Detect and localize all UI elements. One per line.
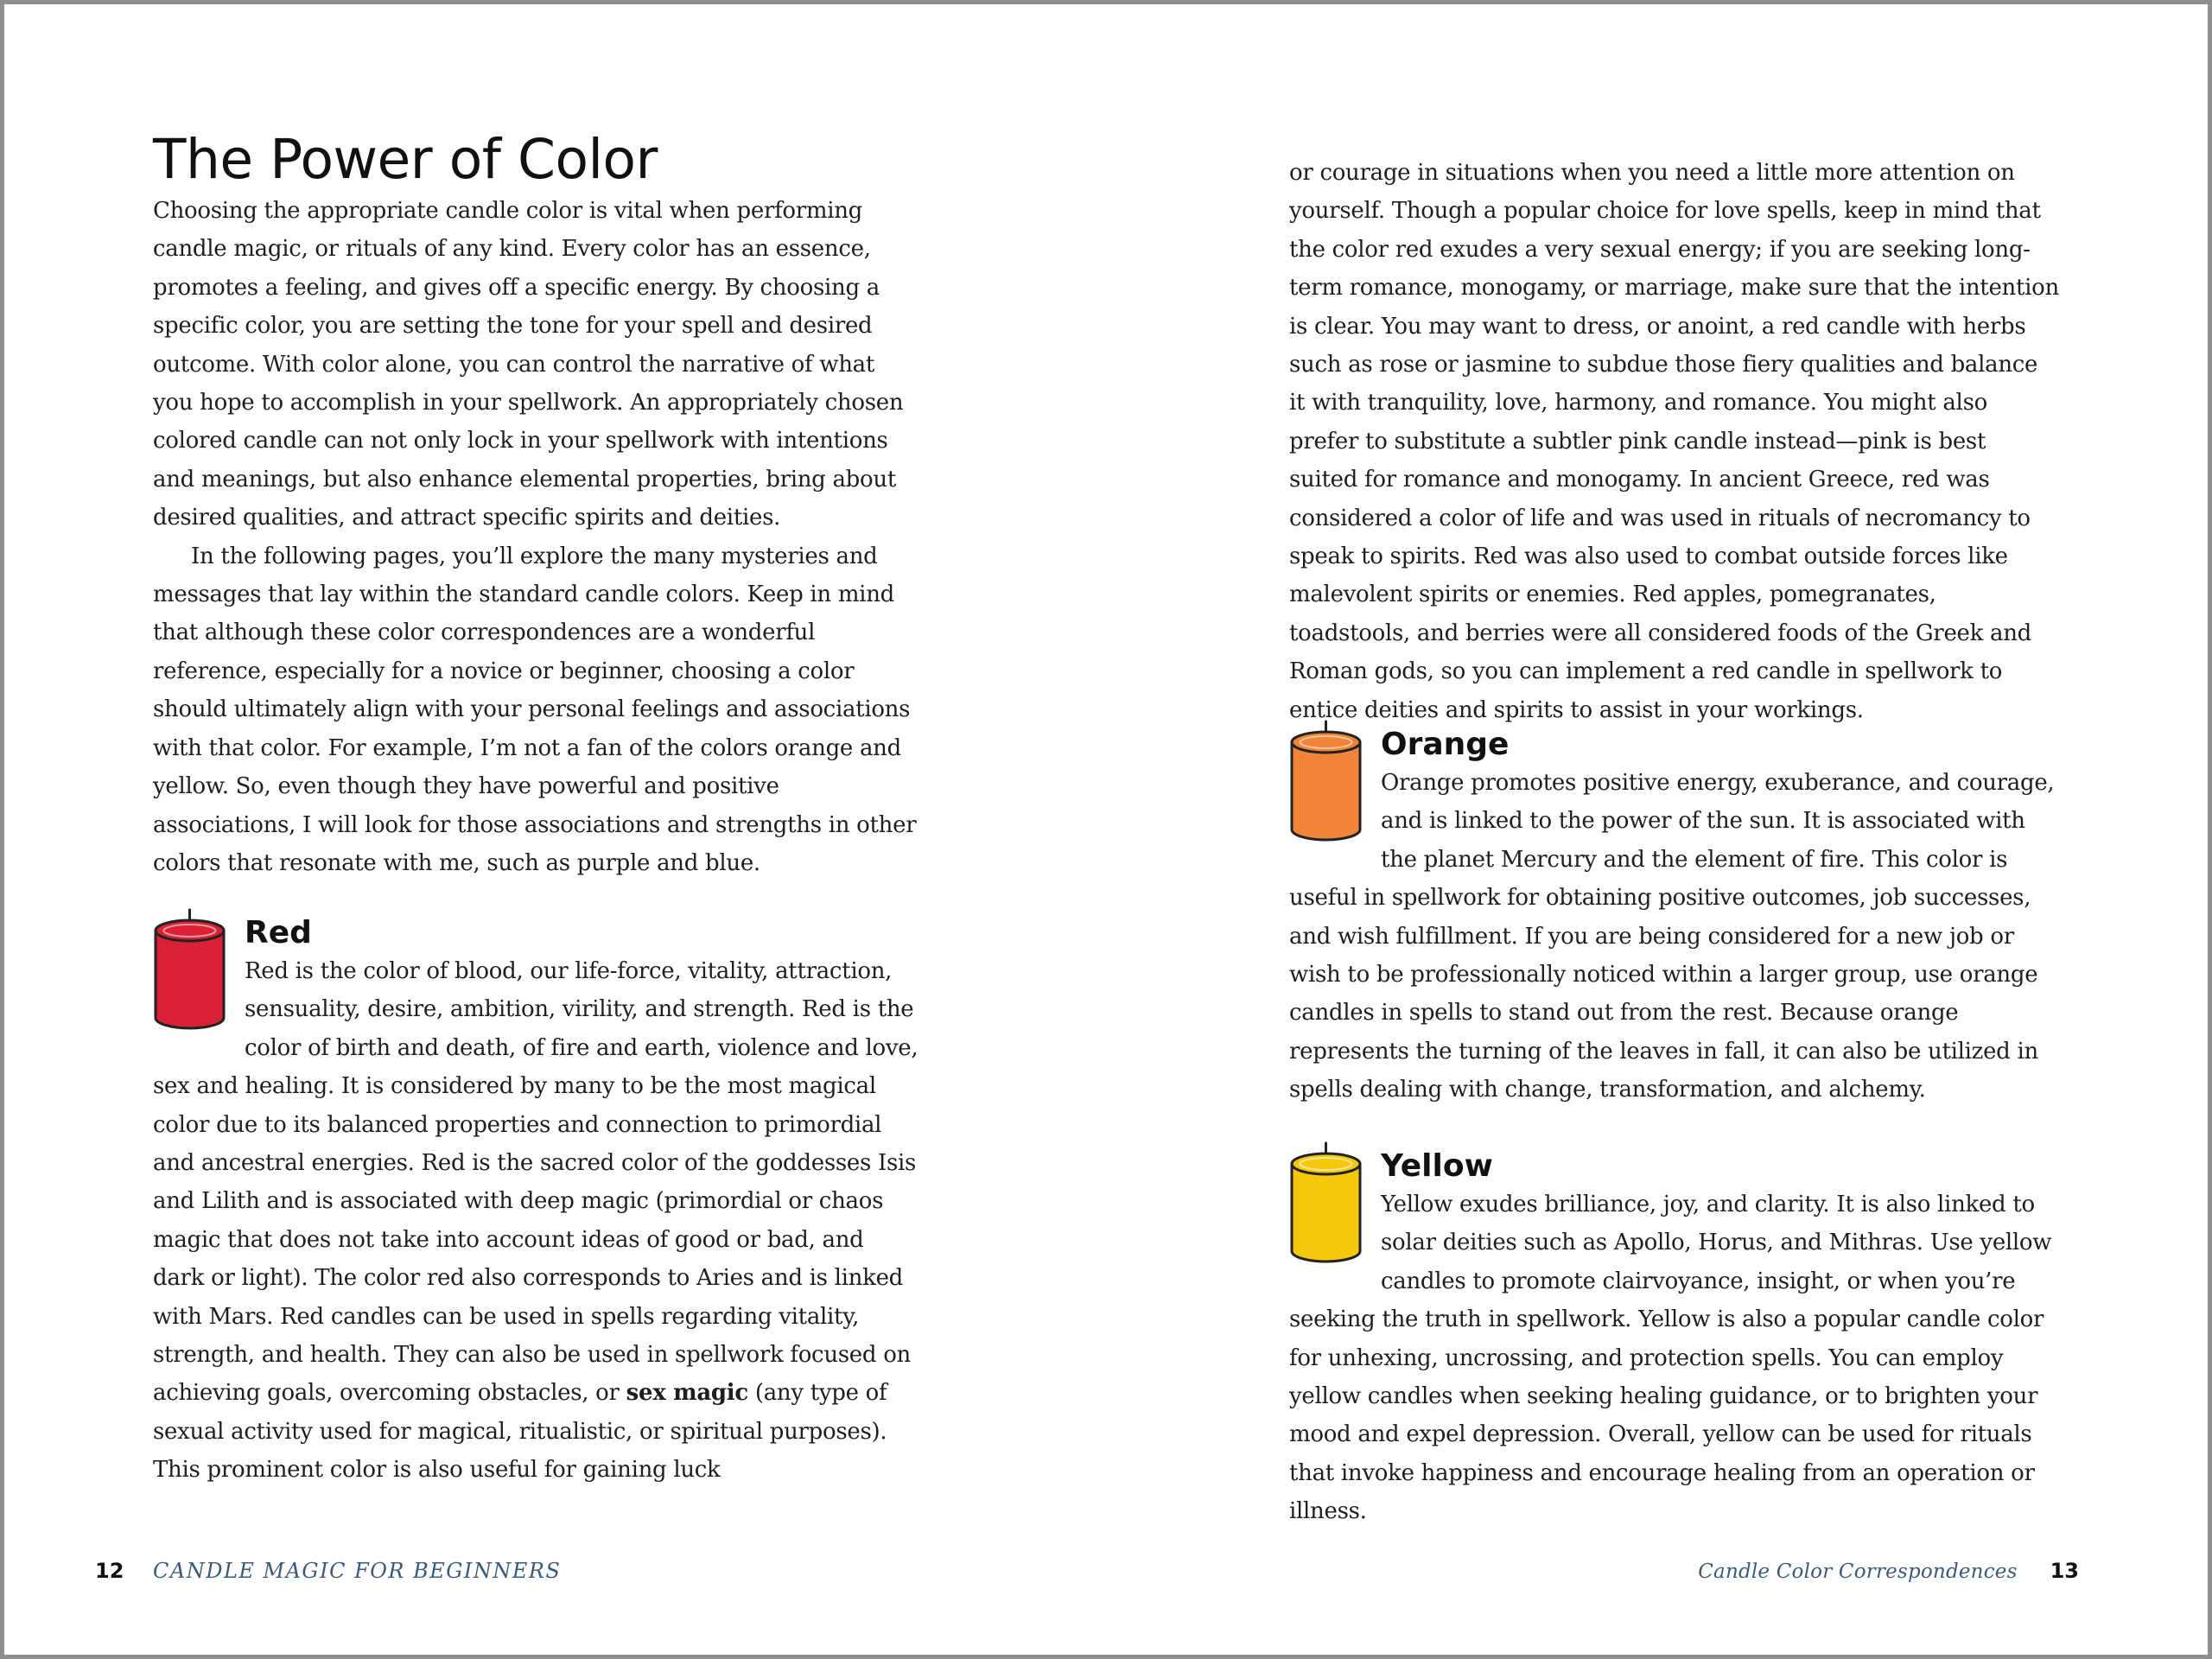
running-head-left: CANDLE MAGIC FOR BEGINNERS <box>153 1559 562 1583</box>
red-continued-text <box>1289 154 2060 729</box>
red-candle-icon <box>153 907 226 1035</box>
key-term: sex magic <box>626 1380 748 1407</box>
orange-candle-body <box>1292 742 1360 840</box>
intro-paragraph-1: Choosing the appropriate candle color is vital when performing candle magic, or rituals of any kind. Every color has an essence, promotes a feeling, and gives off a specific energy. By choosing a specific color, you are setting the tone for your spell and desired outcome. With color alone, you can control the narrative of what you hope to accomplish in your spellwork. An appropriately chosen colored candle can not only lock in your spellwork with intentions and meanings, but also enhance elemental properties, bring about desired qualities, and attract specific spirits and deities. <box>153 198 904 531</box>
right-page <box>1289 0 2060 1659</box>
section-heading-yellow: Yellow <box>1381 1148 1493 1184</box>
red-candle-body <box>156 931 224 1028</box>
yellow-candle-icon <box>1289 1141 1363 1268</box>
section-body-orange: Orange promotes positive energy, exuberance, and courage, and is linked to the power of the sun. It is associated with the planet Mercury and the element of fire. This color is useful in spellwork for obtaining positive outcomes, job successes, and wish fulfillment. If you are being considered for a new job or wish to be professionally noticed within a larger group, use orange candles in spells to stand out from the rest. Because orange represents the turning of the leaves in fall, it can also be utilized in spells dealing with change, transformation, and alchemy. <box>1289 770 2055 1103</box>
left-page <box>153 0 920 1659</box>
yellow-candle-body <box>1292 1164 1360 1262</box>
page-number-right: 13 <box>2050 1559 2079 1583</box>
intro-text <box>153 192 920 882</box>
red-continued-paragraph: or courage in situations when you need a little more attention on yourself. Though a popular choice for love spells, keep in mind that the color red exudes a very sexual energy; if you are seeking long-term romance, monogamy, or marriage, make sure that the intention is clear. You may want to dress, or anoint, a red candle with herbs such as rose or jasmine to subdue those fiery qualities and balance it with tranquility, love, harmony, and romance. You might also prefer to substitute a subtler pink candle instead—pink is best suited for romance and monogamy. In ancient Greece, red was considered a color of life and was used in rituals of necromancy to speak to spirits. Red was also used to combat outside forces like malevolent spirits or enemies. Red apples, pomegranates, toadstools, and berries were all considered foods of the Greek and Roman gods, so you can implement a red candle in spellwork to entice deities and spirits to assist in your workings. <box>1289 160 2059 723</box>
running-head-right: Candle Color Correspondences <box>1698 1560 2018 1583</box>
section-heading-red: Red <box>245 915 312 950</box>
section-heading-orange: Orange <box>1381 727 1510 762</box>
left-footer <box>95 1555 562 1586</box>
section-orange <box>1289 726 2060 1109</box>
section-body-red: Red is the color of blood, our life-force, vitality, attraction, sensuality, desire, ambition, virility, and strength. Red is the color of birth and death, of fire and earth, violence and love, sex and healing. It is considered by many to be the most magical color due to its balanced properties and connection to primordial and ancestral energies. Red is the sacred color of the goddesses Isis and Lilith and is associated with deep magic (primordial or chaos magic that does not take into account ideas of good or bad, and dark or light). The color red also corresponds to Aries and is linked with Mars. Red candles can be used in spells regarding vitality, strength, and health. They can also be used in spellwork focused on achieving goals, overcoming obstacles, or sex magic (any type of sexual activity used for magical, ritualistic, or spiritual purposes). This prominent color is also useful for gaining luck <box>153 958 918 1484</box>
page-number-left: 12 <box>95 1559 124 1583</box>
section-body-yellow: Yellow exudes brilliance, joy, and clarity. It is also linked to solar deities such as Apollo, Horus, and Mithras. Use yellow candles to promote clairvoyance, insight, or when you’re seeking the truth in spellwork. Yellow is also a popular candle color for unhexing, uncrossing, and protection spells. You can employ yellow candles when seeking healing guidance, or to brighten your mood and expel depression. Overall, yellow can be used for rituals that invoke happiness and encourage healing from an operation or illness. <box>1289 1192 2052 1525</box>
orange-candle-icon <box>1289 719 1363 847</box>
right-footer <box>1698 1555 2079 1587</box>
section-red <box>153 914 920 1490</box>
chapter-title: The Power of Color <box>153 128 658 191</box>
intro-paragraph-2: In the following pages, you’ll explore the many mysteries and messages that lay within the standard candle colors. Keep in mind that although these color correspondences are a wonderful reference, especially for a novice or beginner, choosing a color should ultimately align with your personal feelings and associations with that color. For example, I’m not a fan of the colors orange and yellow. So, even though they have powerful and positive associations, I will look for those associations and strengths in other colors that resonate with me, such as purple and blue. <box>153 543 917 876</box>
section-yellow <box>1289 1147 2060 1531</box>
